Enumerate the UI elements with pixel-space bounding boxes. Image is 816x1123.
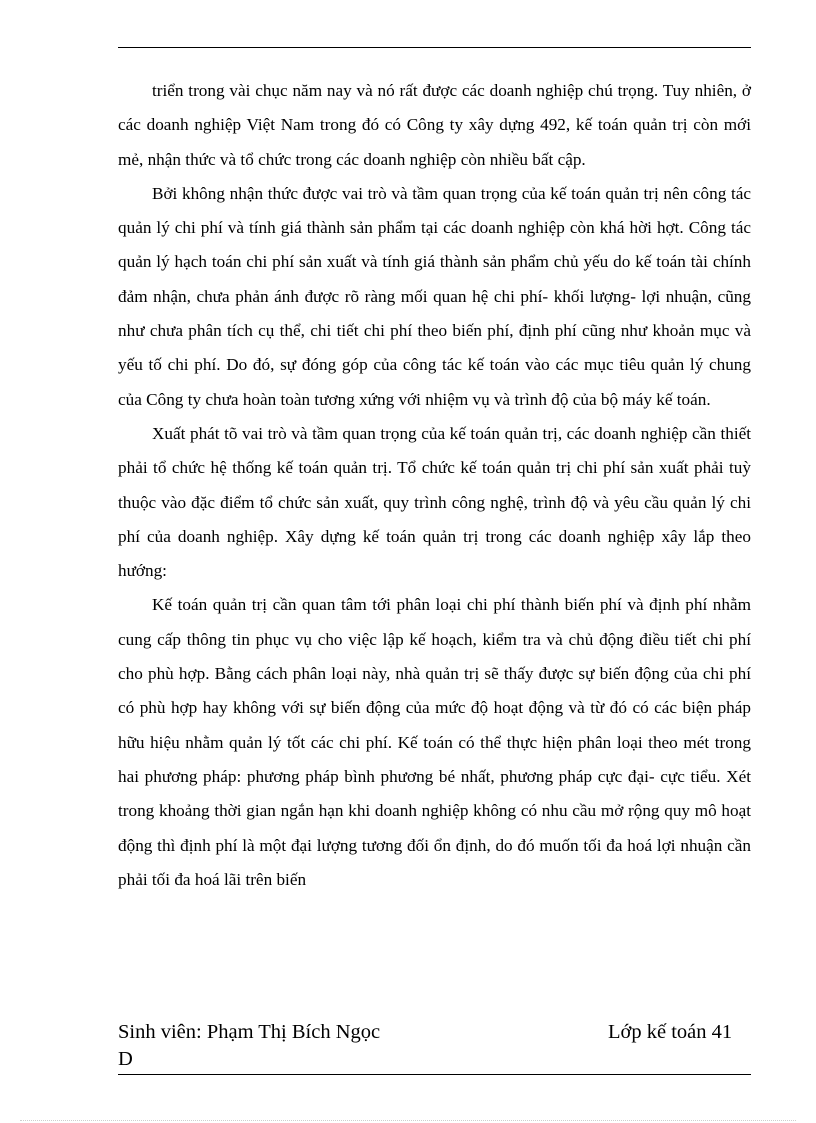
paragraph: Bởi không nhận thức được vai trò và tầm quan trọng của kế toán quản trị nên công tác quản lý chi phí và tính giá thành sản phẩm tại các doanh nghiệp còn khá hời hợt. Công tác quản lý hạch toán chi phí sản xuất và tính giá thành sản phẩm chủ yếu do kế toán tài chính đảm nhận, chưa phản ánh được rõ ràng mối quan hệ chi phí- khối lượng- lợi nhuận, cũng như chưa phân tích cụ thể, chi tiết chi phí theo biến phí, định phí cũng như khoản mục và yếu tố chi phí. Do đó, sự đóng góp của công tác kế toán vào các mục tiêu quản lý chung của Công ty chưa hoàn toàn tương xứng với nhiệm vụ và trình độ của bộ máy kế toán.	[118, 183, 751, 409]
header-rule	[118, 47, 751, 48]
paragraph: triển trong vài chục năm nay và nó rất được các doanh nghiệp chú trọng. Tuy nhiên, ở các doanh nghiệp Việt Nam trong đó có Công ty xây dựng 492, kế toán quản trị còn mới mẻ, nhận thức và tổ chức trong các doanh nghiệp còn nhiều bất cập.	[118, 81, 751, 169]
paragraph: Xuất phát tõ vai trò và tầm quan trọng của kế toán quản trị, các doanh nghiệp cần thiết phải tổ chức hệ thống kế toán quản trị. Tổ chức kế toán quản trị chi phí sản xuất phải tuỳ thuộc vào đặc điểm tổ chức sản xuất, quy trình công nghệ, trình độ và yêu cầu quản lý chi phí của doanh nghiệp. Xây dựng kế toán quản trị trong các doanh nghiệp xây lắp theo hướng:	[118, 423, 751, 581]
footer-class: Lớp kế toán 41	[608, 1021, 733, 1043]
paragraph: Kế toán quản trị cần quan tâm tới phân loại chi phí thành biến phí và định phí nhằm cung cấp thông tin phục vụ cho việc lập kế hoạch, kiểm tra và chủ động điều tiết chi phí cho phù hợp. Bằng cách phân loại này, nhà quản trị sẽ thấy được sự biến động của chi phí có phù hợp hay không với sự biến động của mức độ hoạt động và từ đó có các biện pháp hữu hiệu nhằm quản lý tốt các chi phí. Kế toán có thể thực hiện phân loại theo mét trong hai phương pháp: phương pháp bình phương bé nhất, phương pháp cực đại- cực tiểu. Xét trong khoảng thời gian ngắn hạn khi doanh nghiệp không có nhu cầu mở rộng quy mô hoạt động thì định phí là một đại lượng tương đối ổn định, do đó muốn tối đa hoá lợi nhuận cần phải tối đa hoá lãi trên biến	[118, 595, 751, 889]
footer-student	[118, 1019, 380, 1073]
footer-rule	[118, 1074, 751, 1075]
page-edge-rule	[20, 1120, 796, 1121]
footer-student-name: Sinh viên: Phạm Thị Bích Ngọc	[118, 1021, 381, 1043]
body-text	[118, 74, 751, 897]
footer-student-name-continued: D	[118, 1048, 133, 1070]
